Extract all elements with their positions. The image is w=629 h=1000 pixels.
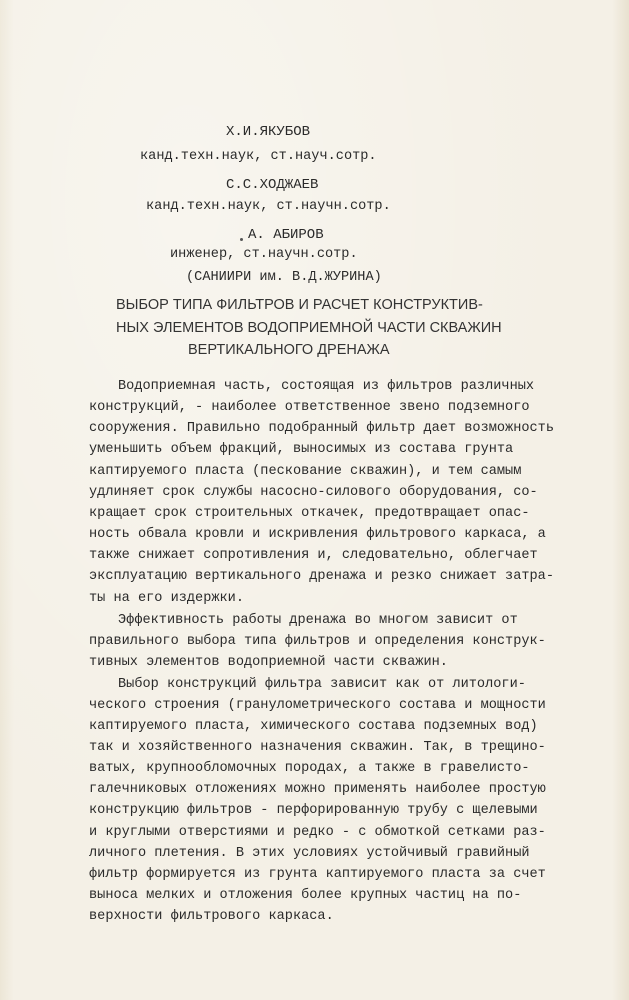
author-name-3: А. АБИРОВ: [248, 227, 324, 243]
body-line: правильного выбора типа фильтров и определения конструк-: [89, 634, 546, 649]
body-line: Эффективность работы дренажа во многом зависит от: [118, 613, 518, 628]
body-line: конструкцию фильтров - перфорированную трубу с щелевыми: [89, 803, 538, 818]
author-title-3: инженер, ст.научн.сотр.: [170, 247, 358, 262]
body-line: каптируемого пласта (пескование скважин), и тем самым: [89, 464, 522, 479]
body-line: ватых, крупнообломочных породах, а также в гравелисто-: [89, 761, 530, 776]
body-line: и круглыми отверстиями и редко - с обмоткой сетками раз-: [89, 825, 546, 840]
body-line: так и хозяйственного назначения скважин. Так, в трещино-: [89, 740, 546, 755]
body-line: ческого строения (гранулометрического состава и мощности: [89, 698, 546, 713]
ink-dot: [240, 238, 243, 241]
body-line: каптируемого пласта, химического состава подземных вод): [89, 719, 538, 734]
body-line: удлиняет срок службы насосно-силового оборудования, со-: [89, 485, 538, 500]
body-line: личного плетения. В этих условиях устойчивый гравийный: [89, 846, 530, 861]
body-line: верхности фильтрового каркаса.: [89, 909, 334, 924]
body-line: кращает срок строительных откачек, предотвращает опас-: [89, 506, 530, 521]
body-line: Водоприемная часть, состоящая из фильтров различных: [118, 379, 535, 394]
body-line: галечниковых отложениях можно применять наиболее простую: [89, 782, 546, 797]
author-title-1: канд.техн.наук, ст.науч.сотр.: [140, 149, 377, 164]
body-line: фильтр формируется из грунта каптируемого пласта за счет: [89, 867, 546, 882]
article-title-line-1: ВЫБОР ТИПА ФИЛЬТРОВ И РАСЧЕТ КОНСТРУКТИВ-: [116, 297, 483, 313]
body-line: сооружения. Правильно подобранный фильтр дает возможность: [89, 421, 554, 436]
author-name-1: Х.И.ЯКУБОВ: [226, 124, 311, 140]
article-title-line-2: НЫХ ЭЛЕМЕНТОВ ВОДОПРИЕМНОЙ ЧАСТИ СКВАЖИН: [116, 320, 502, 336]
body-line: ты на его издержки.: [89, 591, 244, 606]
body-line: тивных элементов водоприемной части скважин.: [89, 655, 448, 670]
body-line: эксплуатацию вертикального дренажа и резко снижает затра-: [89, 569, 554, 584]
author-title-2: канд.техн.наук, ст.научн.сотр.: [146, 199, 391, 214]
article-title-line-3: ВЕРТИКАЛЬНОГО ДРЕНАЖА: [188, 342, 390, 358]
body-line: выноса мелких и отложения более крупных частиц на по-: [89, 888, 522, 903]
author-name-2: С.С.ХОДЖАЕВ: [226, 177, 319, 193]
body-line: ность обвала кровли и искривления фильтрового каркаса, а: [89, 527, 546, 542]
body-line: Выбор конструкций фильтра зависит как от литологи-: [118, 677, 526, 692]
affiliation: (САНИИРИ им. В.Д.ЖУРИНА): [186, 270, 382, 285]
body-line: уменьшить объем фракций, выносимых из состава грунта: [89, 442, 514, 457]
body-line: также снижает сопротивления и, следовательно, облегчает: [89, 548, 538, 563]
body-line: конструкций, - наиболее ответственное звено подземного: [89, 400, 530, 415]
